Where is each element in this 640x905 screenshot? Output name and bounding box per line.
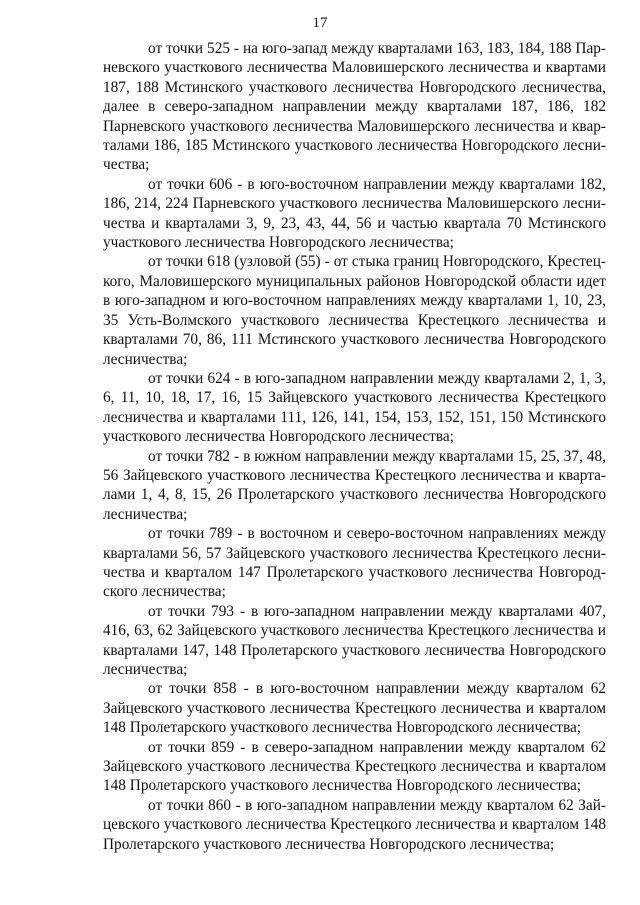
boundary-paragraph-624: от точки 624 - в юго-западном направлении между кварталами 2, 1, 3, 6, 11, 10, 18, 17, 16, 15 Зайцевского участкового лесничества Крестецкого лесничества и кварталами 111, 126, 141, 154, 153, 152, 151, 150 Мстинского участкового лесничества Новгородского лесничества; bbox=[103, 369, 606, 446]
boundary-paragraph-859: от точки 859 - в северо-западном направлении между кварталом 62 Зайцевского участкового лесничества Крестецкого лесничества и кварталом 148 Пролетарского участкового лесничества Новгородского лесничества; bbox=[103, 738, 606, 795]
boundary-paragraph-525: от точки 525 - на юго-запад между кварталами 163, 183, 184, 188 Парневского участкового лесничества Маловишерского лесничества и квартами 187, 188 Мстинского участкового лесничества Новгородского лесничества, далее в северо-западном направлении между кварталами 187, 186, 182 Парневского участкового лесничества Маловишерского лесничества и кварталами 186, 185 Мстинского участкового лесничества Новгородского лесничества; bbox=[103, 40, 606, 174]
boundary-paragraph-860: от точки 860 - в юго-западном направлении между кварталом 62 Зайцевского участкового лесничества Крестецкого лесничества и кварталом 148 Пролетарского участкового лесничества Новгородского лесничества; bbox=[103, 796, 606, 853]
boundary-paragraph-606: от точки 606 - в юго-восточном направлении между кварталами 182, 186, 214, 224 Парневского участкового лесничества Маловишерского лесничества и кварталами 3, 9, 23, 43, 44, 56 и частью квартала 70 Мстинского участкового лесничества Новгородского лесничества; bbox=[103, 175, 606, 252]
boundary-paragraph-618: от точки 618 (узловой (55) - от стыка границ Новгородского, Крестецкого, Маловишерского муниципальных районов Новгородской области идет в юго-западном и юго-восточном направлениях между кварталами 1, 10, 23, 35 Усть-Волмского участкового лесничества Крестецкого лесничества и кварталами 70, 86, 111 Мстинского участкового лесничества Новгородского лесничества; bbox=[103, 253, 606, 368]
boundary-paragraph-858: от точки 858 - в юго-восточном направлении между кварталом 62 Зайцевского участкового лесничества Крестецкого лесничества и кварталом 148 Пролетарского участкового лесничества Новгородского лесничества; bbox=[103, 680, 606, 737]
boundary-paragraph-793: от точки 793 - в юго-западном направлении между кварталами 407, 416, 63, 62 Зайцевского участкового лесничества Крестецкого лесничества и кварталами 147, 148 Пролетарского участкового лесничества Новгородского лесничества; bbox=[103, 602, 606, 678]
boundary-paragraph-789: от точки 789 - в восточном и северо-восточном направлениях между кварталами 56, 57 Зайцевского участкового лесничества Крестецкого лесничества и кварталом 147 Пролетарского участкового лесничества Новгородского лесничества; bbox=[103, 525, 606, 601]
boundary-paragraph-782: от точки 782 - в южном направлении между кварталами 15, 25, 37, 48, 56 Зайцевского участкового лесничества Крестецкого лесничества и кварталами 1, 4, 8, 15, 26 Пролетарского участкового лесничества Новгородского лесничества; bbox=[103, 447, 606, 523]
document-body bbox=[103, 39, 606, 854]
page-number: 17 bbox=[312, 15, 328, 31]
